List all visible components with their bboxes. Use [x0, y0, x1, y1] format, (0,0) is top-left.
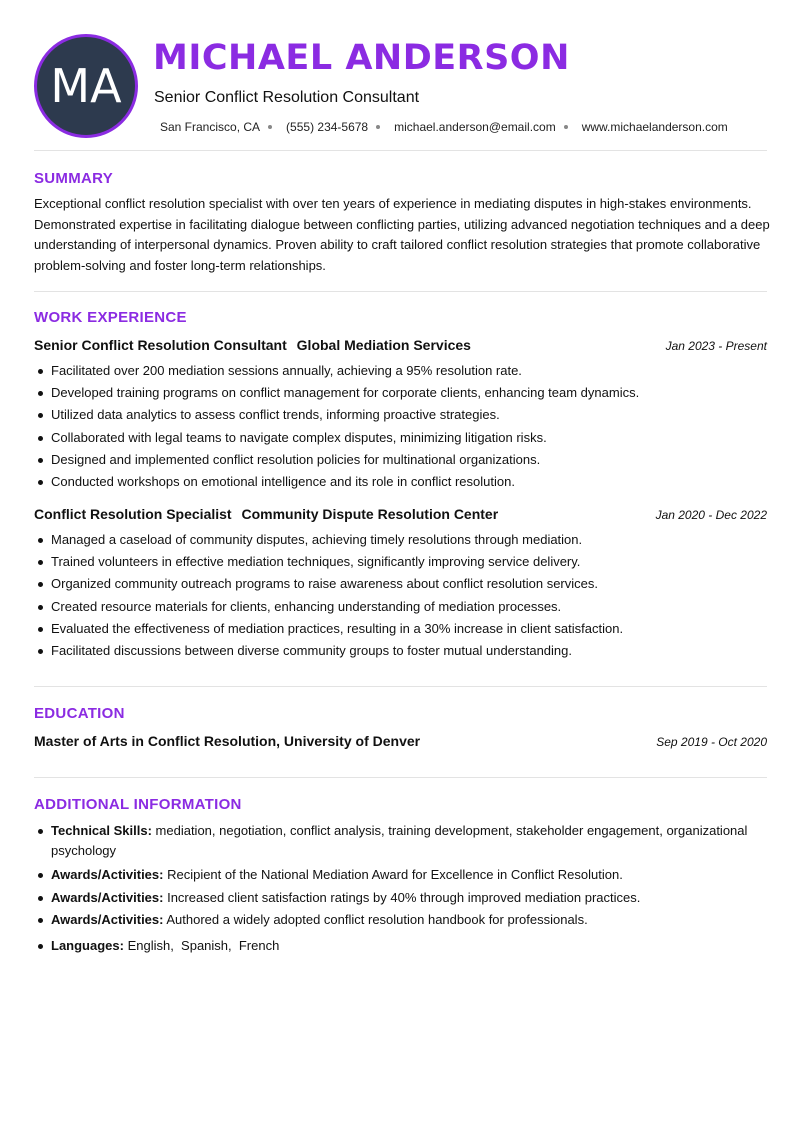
info-text: mediation, negotiation, conflict analysis, training development, stakeholder engagement, organizational psychology [51, 823, 748, 858]
list-item [34, 936, 770, 956]
education-entry [34, 733, 767, 749]
contact-bar [160, 120, 728, 134]
list-item: Evaluated the effectiveness of mediation practices, resulting in a 30% increase in client satisfaction. [34, 618, 770, 640]
list-item: Facilitated discussions between diverse community groups to foster mutual understanding. [34, 640, 770, 662]
section-divider [34, 150, 767, 151]
education-heading: EDUCATION [34, 705, 125, 722]
job-header [34, 506, 767, 522]
info-text: English, Spanish, French [123, 937, 280, 953]
job-dates: Jan 2020 - Dec 2022 [655, 508, 767, 522]
job-title-line [34, 337, 471, 353]
list-item: Developed training programs on conflict management for corporate clients, enhancing team dynamics. [34, 382, 770, 404]
bullet-separator-icon [376, 125, 380, 129]
list-item [34, 821, 770, 860]
work-experience-heading: WORK EXPERIENCE [34, 309, 187, 326]
info-label: Awards/Activities: [51, 912, 164, 927]
list-item [34, 865, 770, 885]
list-item [34, 888, 770, 908]
job-position: Conflict Resolution Specialist [34, 506, 232, 522]
list-item: Managed a caseload of community disputes, achieving timely resolutions through mediation. [34, 529, 770, 551]
info-text: Increased client satisfaction ratings by 40% through improved mediation practices. [163, 889, 641, 905]
job-bullet-list [34, 529, 770, 662]
bullet-separator-icon [564, 125, 568, 129]
job-dates: Jan 2023 - Present [665, 339, 767, 353]
list-item: Trained volunteers in effective mediation techniques, significantly improving service delivery. [34, 551, 770, 573]
info-text: Authored a widely adopted conflict resolution handbook for professionals. [163, 912, 588, 927]
info-label: Awards/Activities: [51, 889, 164, 905]
candidate-name: MICHAEL ANDERSON [153, 38, 570, 78]
list-item: Designed and implemented conflict resolution policies for multinational organizations. [34, 449, 770, 471]
additional-info-heading: ADDITIONAL INFORMATION [34, 796, 242, 813]
additional-info-list [34, 821, 770, 955]
contact-location: San Francisco, CA [160, 120, 261, 134]
education-degree: Master of Arts in Conflict Resolution, University of Denver [34, 733, 421, 749]
info-label: Languages: [51, 937, 124, 953]
info-label: Technical Skills: [51, 823, 152, 838]
job-header [34, 337, 767, 353]
section-divider [34, 777, 767, 778]
info-label: Awards/Activities: [51, 867, 164, 882]
section-divider [34, 291, 767, 292]
summary-text: Exceptional conflict resolution specialist with over ten years of experience in mediating disputes in high-stakes environments. Demonstrated expertise in facilitating dialogue between conflicting parties, utilizing advanced negotiation techniques and a deep understanding of interpersonal dynamics. Proven ability to craft tailored conflict resolution strategies that promote collaborative problem-solving and foster long-term relationships. [34, 196, 770, 273]
contact-website[interactable]: www.michaelanderson.com [581, 120, 728, 134]
education-dates: Sep 2019 - Oct 2020 [656, 735, 767, 749]
list-item: Utilized data analytics to assess conflict trends, informing proactive strategies. [34, 404, 770, 426]
list-item: Collaborated with legal teams to navigate complex disputes, minimizing litigation risks. [34, 427, 770, 449]
job-company: Global Mediation Services [296, 337, 471, 353]
section-divider [34, 686, 767, 687]
summary-heading: SUMMARY [34, 170, 114, 187]
avatar-initials: MA [50, 59, 122, 113]
list-item: Facilitated over 200 mediation sessions annually, achieving a 95% resolution rate. [34, 360, 770, 382]
contact-phone[interactable]: (555) 234-5678 [286, 120, 369, 134]
job-bullet-list [34, 360, 770, 493]
job-title-line [34, 506, 498, 522]
contact-email[interactable]: michael.anderson@email.com [394, 120, 556, 134]
job-position: Senior Conflict Resolution Consultant [34, 337, 287, 353]
bullet-separator-icon [268, 125, 272, 129]
list-item [34, 910, 770, 930]
list-item: Organized community outreach programs to raise awareness about conflict resolution services. [34, 573, 770, 595]
avatar [34, 34, 138, 138]
list-item: Conducted workshops on emotional intelligence and its role in conflict resolution. [34, 471, 770, 493]
info-text: Recipient of the National Mediation Award for Excellence in Conflict Resolution. [163, 867, 623, 882]
list-item: Created resource materials for clients, enhancing understanding of mediation processes. [34, 596, 770, 618]
candidate-role: Senior Conflict Resolution Consultant [154, 89, 420, 106]
job-company: Community Dispute Resolution Center [241, 506, 499, 522]
